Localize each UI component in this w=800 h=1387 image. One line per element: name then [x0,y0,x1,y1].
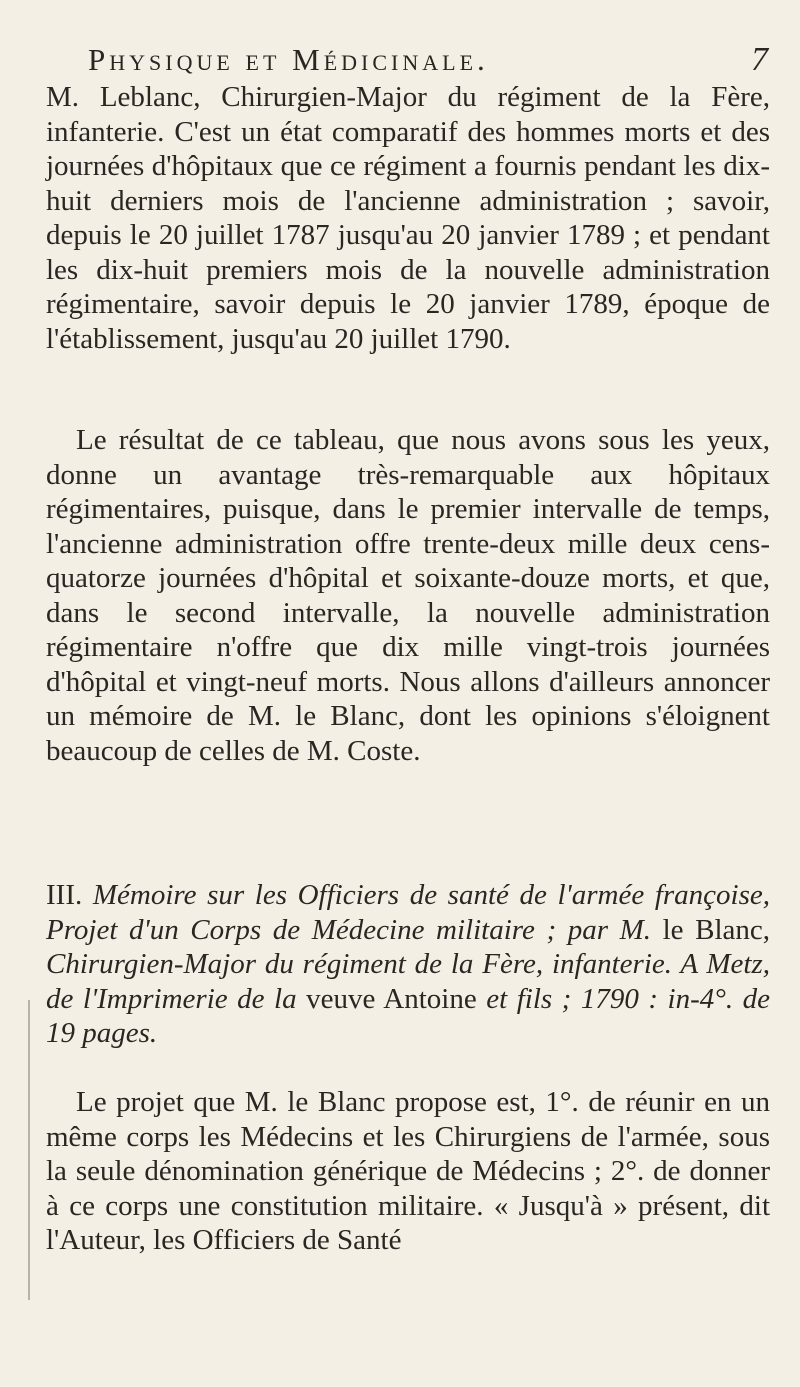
entry-author: le Blanc, [662,913,771,946]
entry-number: III. [46,879,83,911]
entry-author-prefix: par M. [567,913,651,946]
paragraph-project: Le projet que M. le Blanc propose est, 1°. de réunir en un même corps les Médecins et les Chirurgiens de l'armée, sous la seule dénomination générique de Médecins ; 2°. de donner à ce corps une constitution militaire. « Jusqu'à » présent, dit l'Auteur, les Officiers de Santé [46,1086,770,1256]
paragraph-results: Le résultat de ce tableau, que nous avons sous les yeux, donne un avantage très-remarquable aux hôpitaux régimentaires, puisque, dans le premier intervalle de temps, l'ancienne administration offre trente-deux mille deux cens-quatorze journées d'hôpital et soixante-douze morts, et que, dans le second intervalle, la nouvelle administration régimentaire n'offre que dix mille vingt-trois journées d'hôpital et vingt-neuf morts. Nous allons d'ailleurs annoncer un mémoire de M. le Blanc, dont les opinions s'éloignent beaucoup de celles de M. Coste. [46,424,770,767]
entry-title: Mémoire sur les Officiers de santé de l'armée françoise, Projet d'un Corps de Médecine militaire ; [46,879,771,946]
margin-rule [28,1000,30,1300]
paragraph-leblanc-report: M. Leblanc, Chirurgien-Major du régiment de la Fère, infanterie. C'est un état comparatif des hommes morts et des journées d'hôpitaux que ce régiment a fournis pendant les dix-huit derniers mois de l'ancienne administration ; savoir, depuis le 20 juillet 1787 jusqu'au 20 janvier 1789 ; et pendant les dix-huit premiers mois de la nouvelle administration régimentaire, savoir depuis le 20 janvier 1789, époque de l'établissement, jusqu'au 20 juillet 1790. [46,81,770,355]
page-header [88,40,768,80]
page-number: 7 [751,41,768,78]
running-title: Physique et Médicinale. [88,42,489,77]
entry-imprint: et fils ; 1790 : in-4°. de 19 pages. [46,982,771,1049]
bibliographic-entry [46,878,770,1051]
entry-role: Chirurgien-Major du régiment de la Fère, infanterie. A Metz, de l'Imprimerie de la [46,948,770,1015]
entry-publisher: veuve Antoine [306,982,477,1015]
